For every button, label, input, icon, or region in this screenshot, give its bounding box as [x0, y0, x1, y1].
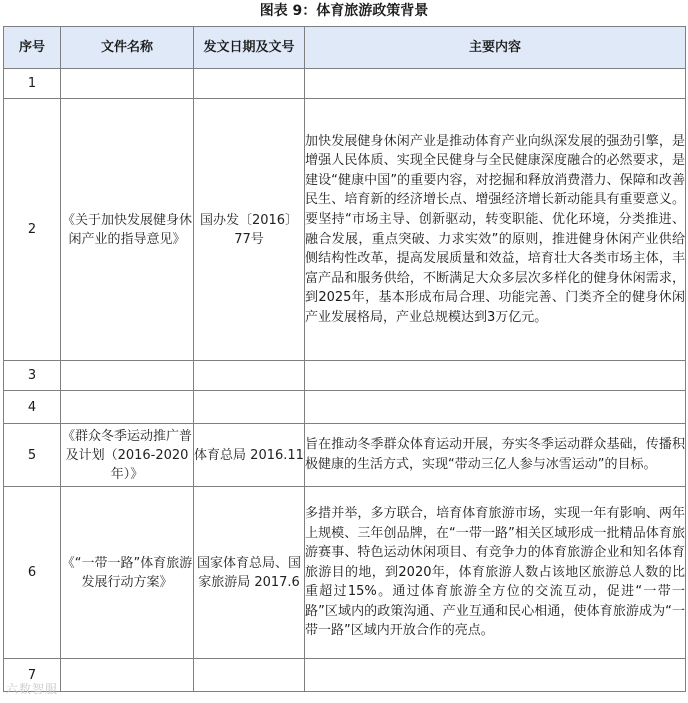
row-date: 国家体育总局、国家旅游局 2017.6 [194, 487, 305, 659]
policy-table [3, 26, 686, 692]
row-content [305, 659, 686, 692]
row-content: 旨在推动冬季群众体育运动开展，夯实冬季运动群众基础，传播积极健康的生活方式，实现“带动三亿人参与冰雪运动”的目标。 [305, 424, 686, 487]
row-date: 国办发〔2016〕77号 [194, 99, 305, 361]
row-name [61, 391, 194, 424]
header-name: 文件名称 [61, 27, 194, 69]
table-row [4, 424, 686, 487]
row-date [194, 659, 305, 692]
row-no: 6 [4, 487, 61, 659]
row-no: 5 [4, 424, 61, 487]
row-name [61, 361, 194, 391]
row-date [194, 361, 305, 391]
row-content: 加快发展健身休闲产业是推动体育产业向纵深发展的强劲引擎，是增强人民体质、实现全民健身与全民健康深度融合的必然要求，是建设“健康中国”的重要内容，对挖掘和释放消费潜力、保障和改善民生、培育新的经济增长点、增强经济增长新动能具有重要意义。要坚持“市场主导、创新驱动，转变职能、优化环境，分类推进、融合发展，重点突破、力求实效”的原则，推进健身休闲产业供给侧结构性改革，提高发展质量和效益，培育壮大各类市场主体，丰富产品和服务供给，不断满足大众多层次多样化的健身休闲需求，到2025年，基本形成布局合理、功能完善、门类齐全的健身休闲产业发展格局，产业总规模达到3万亿元。 [305, 99, 686, 361]
table-row [4, 487, 686, 659]
watermark: 六数智服 [6, 682, 59, 696]
row-date [194, 391, 305, 424]
row-content [305, 391, 686, 424]
header-date: 发文日期及文号 [194, 27, 305, 69]
row-no: 7 [4, 659, 61, 692]
table-row [4, 391, 686, 424]
row-name: 《“一带一路”体育旅游发展行动方案》 [61, 487, 194, 659]
row-no: 1 [4, 69, 61, 99]
row-name [61, 69, 194, 99]
row-date [194, 69, 305, 99]
row-name [61, 659, 194, 692]
table-title: 图表 9：体育旅游政策背景 [259, 3, 429, 19]
table-row [4, 361, 686, 391]
row-content: 多措并举，多方联合，培育体育旅游市场，实现一年有影响、两年上规模、三年创品牌，在“一带一路”相关区域形成一批精品体育旅游赛事、特色运动休闲项目、有竞争力的体育旅游企业和知名体育旅游目的地，到2020年，体育旅游人数占该地区旅游总人数的比重超过15%。通过体育旅游全方位的交流互动，促进“一带一路”区域内的政策沟通、产业互通和民心相通，使体育旅游成为“一带一路”区域内开放合作的亮点。 [305, 487, 686, 659]
row-date: 体育总局 2016.11 [194, 424, 305, 487]
table-row [4, 69, 686, 99]
row-name: 《群众冬季运动推广普及计划（2016-2020年）》 [61, 424, 194, 487]
header-row [4, 27, 686, 69]
header-content: 主要内容 [305, 27, 686, 69]
row-content [305, 361, 686, 391]
row-name: 《关于加快发展健身休闲产业的指导意见》 [61, 99, 194, 361]
table-row [4, 659, 686, 692]
row-content [305, 69, 686, 99]
row-no: 3 [4, 361, 61, 391]
table-row [4, 99, 686, 361]
row-no: 2 [4, 99, 61, 361]
header-no: 序号 [4, 27, 61, 69]
row-no: 4 [4, 391, 61, 424]
